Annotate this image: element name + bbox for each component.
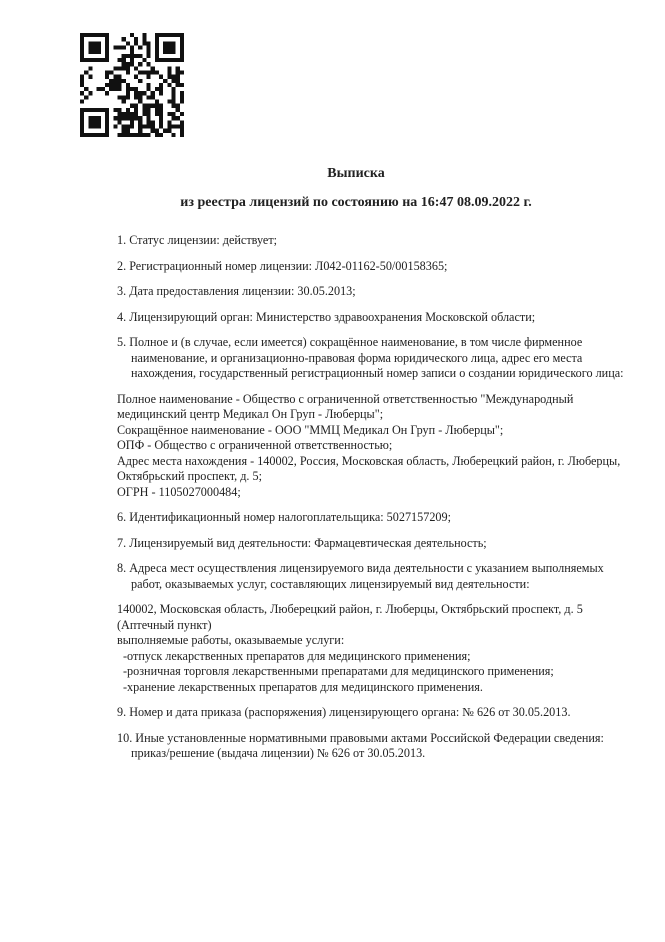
organization-ogrn: ОГРН - 1105027000484; (117, 484, 241, 499)
service-item: -хранение лекарственных препаратов для медицинского применения. (123, 679, 483, 694)
organization-full-name: Полное наименование - Общество с ограниченной ответственностью "Международный медицинский центр Медикал Он Груп - Люберцы"; (117, 391, 574, 421)
organization-opf: ОПФ - Общество с ограниченной ответственностью; (117, 438, 393, 452)
qr-code-graphic (80, 33, 184, 137)
organization-short-name: Сокращённое наименование - ООО "ММЦ Медикал Он Груп - Люберцы"; (117, 422, 504, 437)
service-item: -розничная торговля лекарственными препаратами для медицинского применения; (123, 664, 554, 678)
service-item: -отпуск лекарственных препаратов для медицинского применения; (123, 648, 471, 663)
license-status: 1. Статус лицензии: действует; (117, 233, 278, 247)
organization-details (117, 392, 637, 501)
licensing-authority: 4. Лицензирующий орган: Министерство здравоохранения Московской области; (117, 309, 536, 324)
activity-location (117, 602, 637, 695)
organization-address: Адрес места нахождения - 140002, Россия, Московская область, Люберецкий район, г. Люберцы, Октябрьский проспект, д. 5; (117, 453, 621, 483)
page-subtitle: из реестра лицензий по состоянию на 16:47 08.09.2022 г. (180, 195, 532, 210)
services-label: выполняемые работы, оказываемые услуги: (117, 633, 345, 647)
order-info: 9. Номер и дата приказа (распоряжения) лицензирующего органа: № 626 от 30.05.2013. (117, 705, 571, 719)
taxpayer-id: 6. Идентификационный номер налогоплательщика: 5027157209; (117, 510, 452, 524)
qr-code-icon (80, 33, 184, 137)
license-date: 3. Дата предоставления лицензии: 30.05.2013; (117, 284, 356, 298)
activity-address: 140002, Московская область, Люберецкий район, г. Люберцы, Октябрьский проспект, д. 5 (Аптечный пункт) (117, 602, 583, 632)
organization-heading: 5. Полное и (в случае, если имеется) сокращённое наименование, в том числе фирменное наименование, и организационно-правовая форма юридического лица, адрес его места нахождения, государственный регистрационный номер записи о создании юридического лица: (117, 335, 624, 380)
document-body (117, 233, 637, 772)
other-info: 10. Иные установленные нормативными правовыми актами Российской Федерации сведения: приказ/решение (выдача лицензии) № 626 от 30.05.2013. (117, 730, 604, 760)
addresses-heading: 8. Адреса мест осуществления лицензируемого вида деятельности с указанием выполняемых работ, оказываемых услуг, составляющих лицензируемый вид деятельности: (117, 561, 604, 591)
registration-number: 2. Регистрационный номер лицензии: Л042-01162-50/00158365; (117, 258, 448, 273)
licensed-activity: 7. Лицензируемый вид деятельности: Фармацевтическая деятельность; (117, 535, 487, 550)
page-title: Выписка (327, 166, 385, 181)
